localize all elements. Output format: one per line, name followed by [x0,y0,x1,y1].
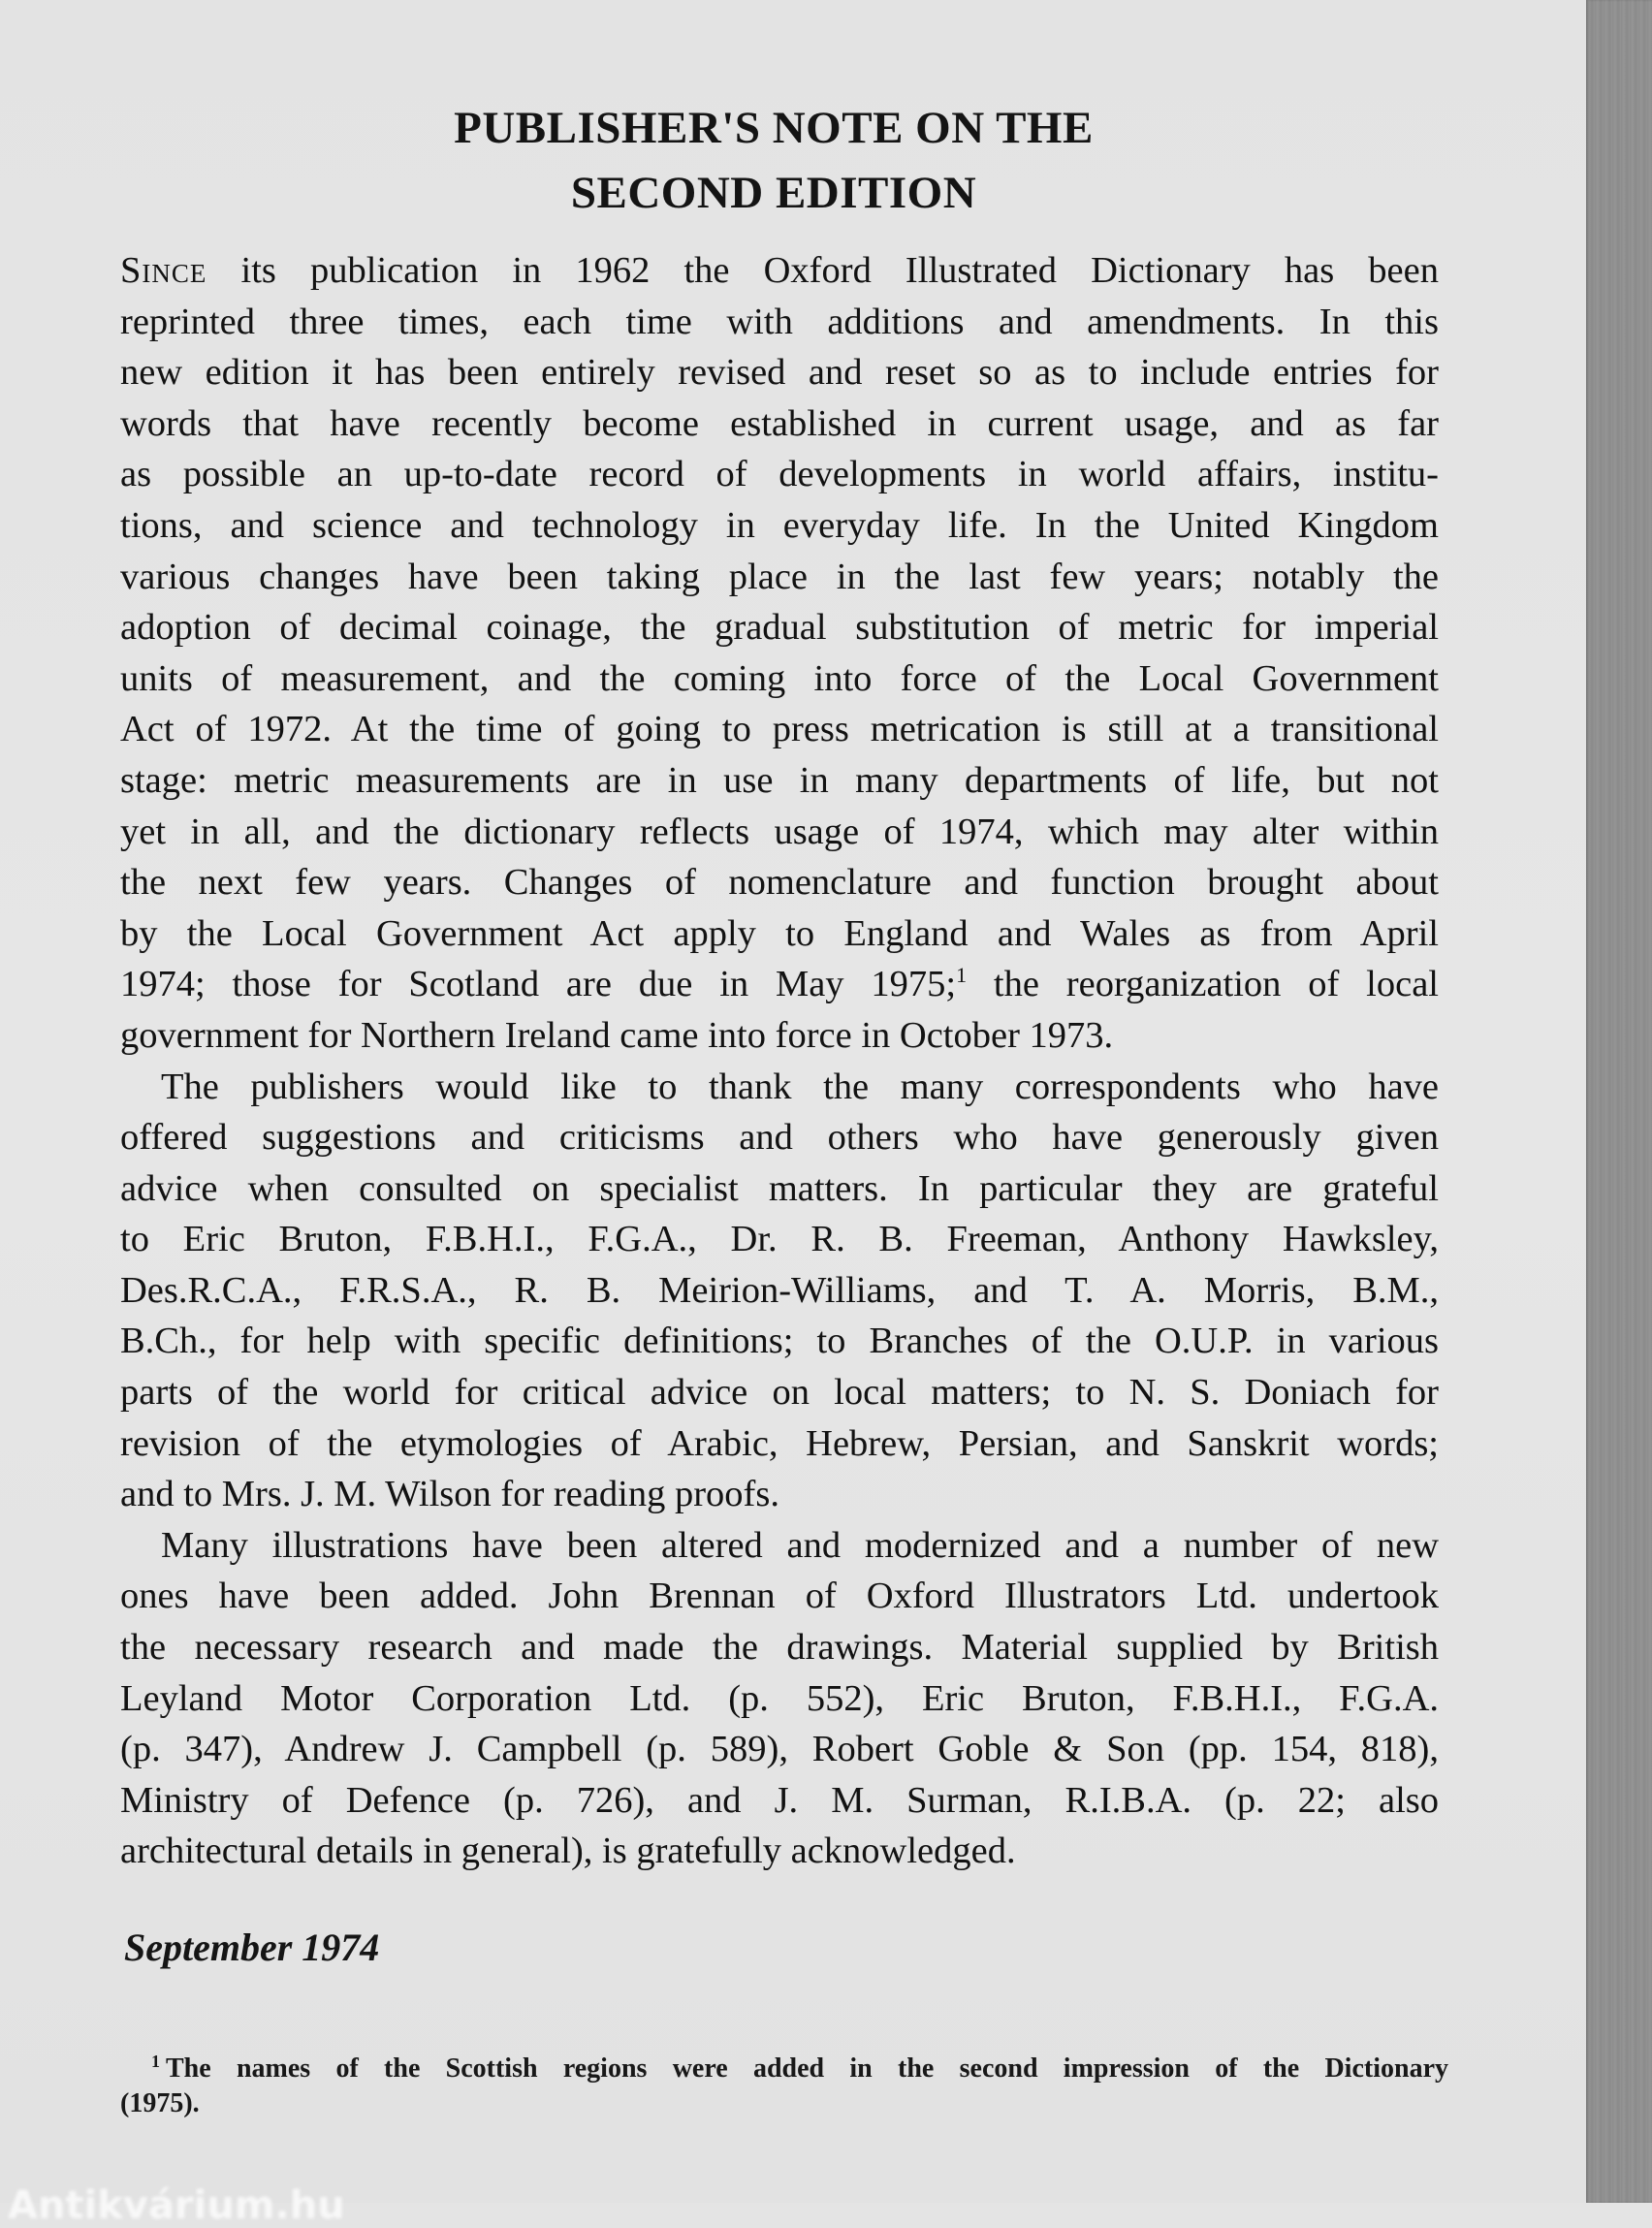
text-line: the next few years. Changes of nomenclature and function brought about [120,862,1439,904]
text-line: parts of the world for critical advice on local matters; to N. S. Doniach for [120,1372,1439,1414]
text-line: various changes have been taking place in the last few years; notably the [120,556,1439,597]
text-line: Leyland Motor Corporation Ltd. (p. 552), Eric Bruton, F.B.H.I., F.G.A. [120,1677,1439,1719]
text-line: B.Ch., for help with specific definitions; to Branches of the O.U.P. in various [120,1321,1439,1362]
text-line: Ministry of Defence (p. 726), and J. M. Surman, R.I.B.A. (p. 22; also [120,1779,1439,1821]
footnote [120,2052,1448,2121]
text-line: revision of the etymologies of Arabic, Hebrew, Persian, and Sanskrit words; [120,1422,1439,1464]
text-line: words that have recently become established in current usage, and as far [120,402,1439,444]
text-line: Since its publication in 1962 the Oxford Illustrated Dictionary has been [120,250,1439,291]
footnote-line-2: (1975). [120,2088,200,2118]
page-title [0,96,1547,226]
body-text [120,245,1439,1877]
text-line: to Eric Bruton, F.B.H.I., F.G.A., Dr. R. B. Freeman, Anthony Hawksley, [120,1219,1439,1260]
text-line: tions, and science and technology in everyday life. In the United Kingdom [120,504,1439,546]
paragraph-2 [120,1062,1439,1520]
watermark: Antikvárium.hu [8,2183,345,2228]
text-line: (p. 347), Andrew J. Campbell (p. 589), Robert Goble & Son (pp. 154, 818), [120,1729,1439,1770]
adjacent-page-edge [1586,0,1652,2203]
footnote-reference[interactable]: 1 [956,963,968,988]
text-line: 1974; those for Scotland are due in May 1975;$^1$ the reorganization of local [120,963,1439,1005]
text-line: units of measurement, and the coming into force of the Local Government [120,657,1439,699]
title-line-2: SECOND EDITION [570,168,977,219]
text-line: by the Local Government Act apply to England and Wales as from April [120,912,1439,954]
text-line: ones have been added. John Brennan of Oxford Illustrators Ltd. undertook [120,1576,1439,1617]
text-line: adoption of decimal coinage, the gradual substitution of metric for imperial [120,607,1439,649]
text-line: The publishers would like to thank the many correspondents who have [161,1066,1439,1107]
text-line: architectural details in general), is gratefully acknowledged. [120,1830,1016,1872]
text-line: offered suggestions and criticisms and others who have generously given [120,1117,1439,1159]
text-line: Many illustrations have been altered and modernized and a number of new [161,1524,1439,1566]
text-line: Des.R.C.A., F.R.S.A., R. B. Meirion-Williams, and T. A. Morris, B.M., [120,1269,1439,1311]
text-line: reprinted three times, each time with additions and amendments. In this [120,301,1439,342]
text-line: government for Northern Ireland came into force in October 1973. [120,1014,1114,1056]
footnote-line-1: $^1$ The names of the Scottish regions were added in the second impression of the Dictionary [151,2052,1448,2084]
dateline: September 1974 [124,1926,380,1969]
text-line: advice when consulted on specialist matters. In particular they are grateful [120,1167,1439,1209]
text-line: stage: metric measurements are in use in many departments of life, but not [120,759,1439,801]
title-line-1: PUBLISHER'S NOTE ON THE [454,103,1094,154]
text-line: Act of 1972. At the time of going to press metrication is still at a transitional [120,709,1439,750]
text-line: yet in all, and the dictionary reflects usage of 1974, which may alter within [120,811,1439,852]
paragraph-3 [120,1520,1439,1877]
text-line: as possible an up-to-date record of developments in world affairs, institu- [120,454,1439,495]
text-line: new edition it has been entirely revised and reset so as to include entries for [120,352,1439,394]
text-line: the necessary research and made the drawings. Material supplied by British [120,1627,1439,1669]
footnote-marker: 1 [151,2052,160,2071]
lead-small-caps: Since [120,250,207,291]
paragraph-1 [120,245,1439,1062]
text-line: and to Mrs. J. M. Wilson for reading proofs. [120,1474,779,1515]
